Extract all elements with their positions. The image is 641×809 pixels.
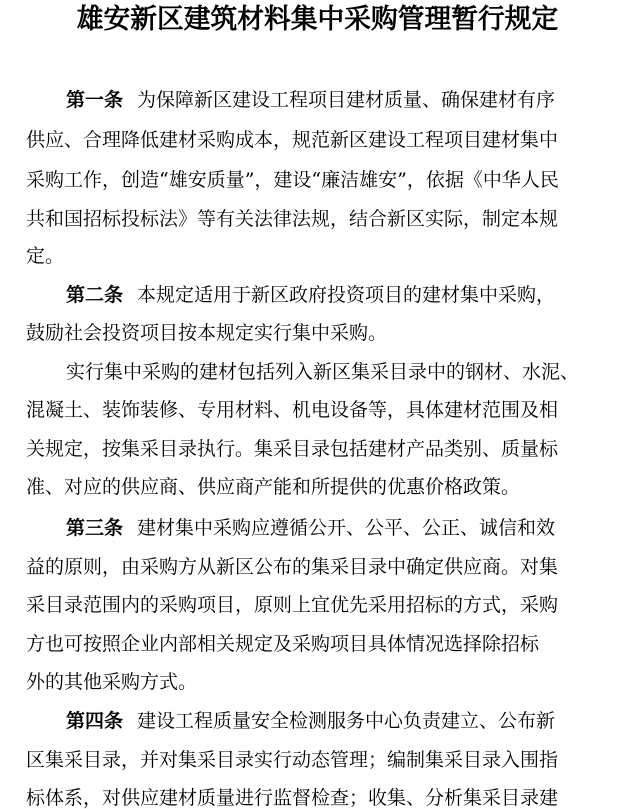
article-2-label: 第二条 [66,284,124,306]
article-4-line-3: 标体系，对供应建材质量进行监督检查；收集、分析集采目录建 [26,787,559,809]
article-3-line-3: 采目录范围内的采购项目，原则上宜优先采用招标的方式，采购 [26,594,559,616]
article-3-line-2: 益的原则，由采购方从新区公布的集采目录中确定供应商。对集 [26,556,559,578]
article-1-line-3: 采购工作，创造“雄安质量”，建设“廉洁雄安”，依据《中华人民 [26,169,559,191]
article-4-text-1: 建设工程质量安全检测服务中心负责建立、公布新 [137,710,556,732]
article-2-line-1 [66,283,555,307]
article-1-line-2: 供应、合理降低建材采购成本，规范新区建设工程项目建材集中 [26,129,559,151]
article-2-para2-line-1: 实行集中采购的建材包括列入新区集采目录中的钢材、水泥、 [66,361,580,383]
article-3-line-4: 方也可按照企业内部相关规定及采购项目具体情况选择除招标 [26,633,540,655]
article-2-para2-line-3: 关规定，按集采目录执行。集采目录包括建材产品类别、质量标 [26,438,559,460]
article-4-label: 第四条 [66,710,124,732]
article-3-label: 第三条 [66,517,124,539]
article-1-label: 第一条 [66,89,124,111]
article-3-line-1 [66,516,555,540]
article-4-line-1 [66,709,555,733]
article-2-text-1: 本规定适用于新区政府投资项目的建材集中采购， [137,284,556,306]
article-2-line-2: 鼓励社会投资项目按本规定实行集中采购。 [26,322,388,344]
article-3-line-5: 外的其他采购方式。 [26,671,198,693]
article-3-text-1: 建材集中采购应遵循公开、公平、公正、诚信和效 [137,517,556,539]
article-1-line-4: 共和国招标投标法》等有关法律法规，结合新区实际，制定本规 [26,208,559,230]
article-1-line-1 [66,88,555,112]
document-title: 雄安新区建筑材料集中采购管理暂行规定 [76,4,559,35]
article-2-para2-line-2: 混凝土、装饰装修、专用材料、机电设备等，具体建材范围及相 [26,399,559,421]
article-4-line-2: 区集采目录，并对集采目录实行动态管理；编制集采目录入围指 [26,749,559,771]
article-1-text-1: 为保障新区建设工程项目建材质量、确保建材有序 [137,89,556,111]
article-2-para2-line-4: 准、对应的供应商、供应商产能和所提供的优惠价格政策。 [26,476,521,498]
article-1-line-5: 定。 [26,245,65,267]
